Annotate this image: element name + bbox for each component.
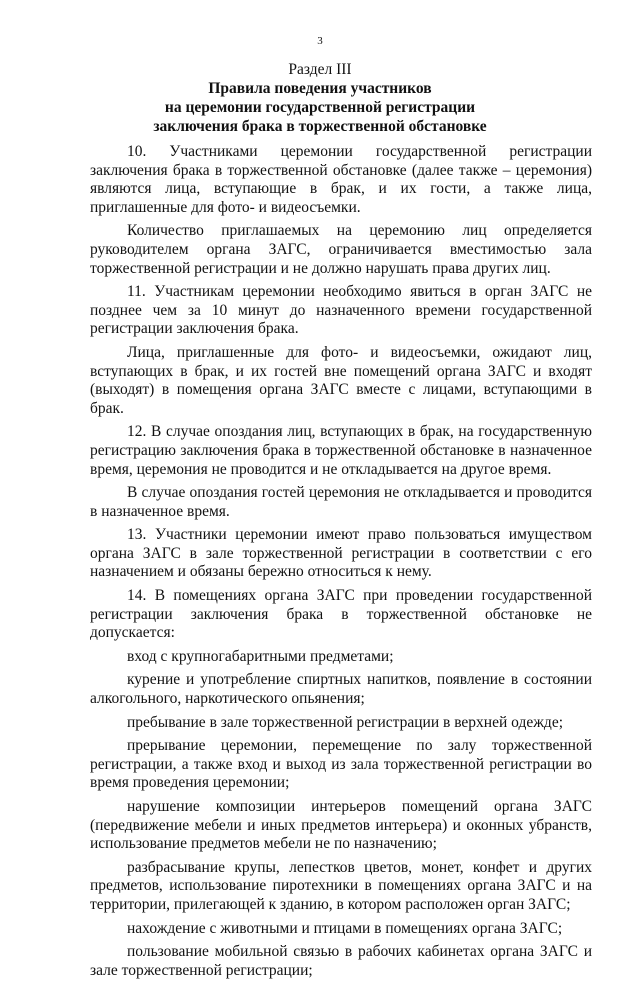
section-title-line-2: на церемонии государственной регистрации	[164, 99, 476, 116]
section-title-line-1: Правила поведения участников	[208, 80, 432, 97]
paragraph-11: 11. Участникам церемонии необходимо явиться в орган ЗАГС не позднее чем за 10 минут до назначенного времени государственной регистрации заключения брака.	[90, 283, 592, 338]
list-item: нарушение композиции интерьеров помещений органа ЗАГС (передвижение мебели и иных предметов интерьера) и оконных убранств, использование предметов мебели не по назначению;	[90, 798, 592, 853]
list-item: пребывание в зале торжественной регистрации в верхней одежде;	[127, 713, 564, 731]
paragraph-13: 13. Участники церемонии имеют право пользоваться имуществом органа ЗАГС в зале торжественной регистрации в соответствии с его назначением и обязаны бережно относиться к нему.	[90, 526, 592, 581]
list-item: прерывание церемонии, перемещение по залу торжественной регистрации, а также вход и выход из зала торжественной регистрации во время проведения церемонии;	[90, 737, 592, 792]
section-header	[0, 60, 640, 136]
list-item: курение и употребление спиртных напитков, появление в состоянии алкогольного, наркотического опьянения;	[90, 671, 592, 708]
section-title-line-3: заключения брака в торжественной обстановке	[153, 118, 487, 135]
list-item: пользование мобильной связью в рабочих кабинетах органа ЗАГС и зале торжественной регистрации;	[90, 943, 592, 979]
paragraph-14: 14. В помещениях органа ЗАГС при проведении государственной регистрации заключения брака в торжественной обстановке не допускается:	[90, 587, 592, 642]
paragraph-10-guests: Количество приглашаемых на церемонию лиц определяется руководителем органа ЗАГС, ограничивается вместимостью зала торжественной регистрации и не должно нарушать права других лиц.	[90, 222, 592, 277]
page-number: 3	[317, 35, 323, 47]
document-body	[90, 143, 592, 985]
list-item: нахождение с животными и птицами в помещениях органа ЗАГС;	[127, 919, 563, 937]
paragraph-12: 12. В случае опоздания лиц, вступающих в брак, на государственную регистрацию заключения брака в торжественной обстановке в назначенное время, церемония не проводится и не откладывается на другое время.	[90, 423, 592, 478]
paragraph-10: 10. Участниками церемонии государственной регистрации заключения брака в торжественной обстановке (далее также – церемония) являются лица, вступающие в брак, и их гости, а также лица, приглашенные для фото- и видеосъемки.	[90, 143, 592, 216]
list-item: разбрасывание крупы, лепестков цветов, монет, конфет и других предметов, использование пиротехники в помещениях органа ЗАГС и на территории, прилегающей к зданию, в котором расположен орган ЗАГС;	[90, 858, 592, 913]
section-label: Раздел III	[288, 61, 352, 78]
paragraph-12-guests-late: В случае опоздания гостей церемония не откладывается и проводится в назначенное время.	[90, 484, 592, 520]
paragraph-11-photographers: Лица, приглашенные для фото- и видеосъемки, ожидают лиц, вступающих в брак, и их гостей вне помещений органа ЗАГС и входят (выходят) в помещения органа ЗАГС вместе с лицами, вступающими в брак.	[90, 343, 592, 417]
list-item: вход с крупногабаритными предметами;	[127, 647, 394, 665]
